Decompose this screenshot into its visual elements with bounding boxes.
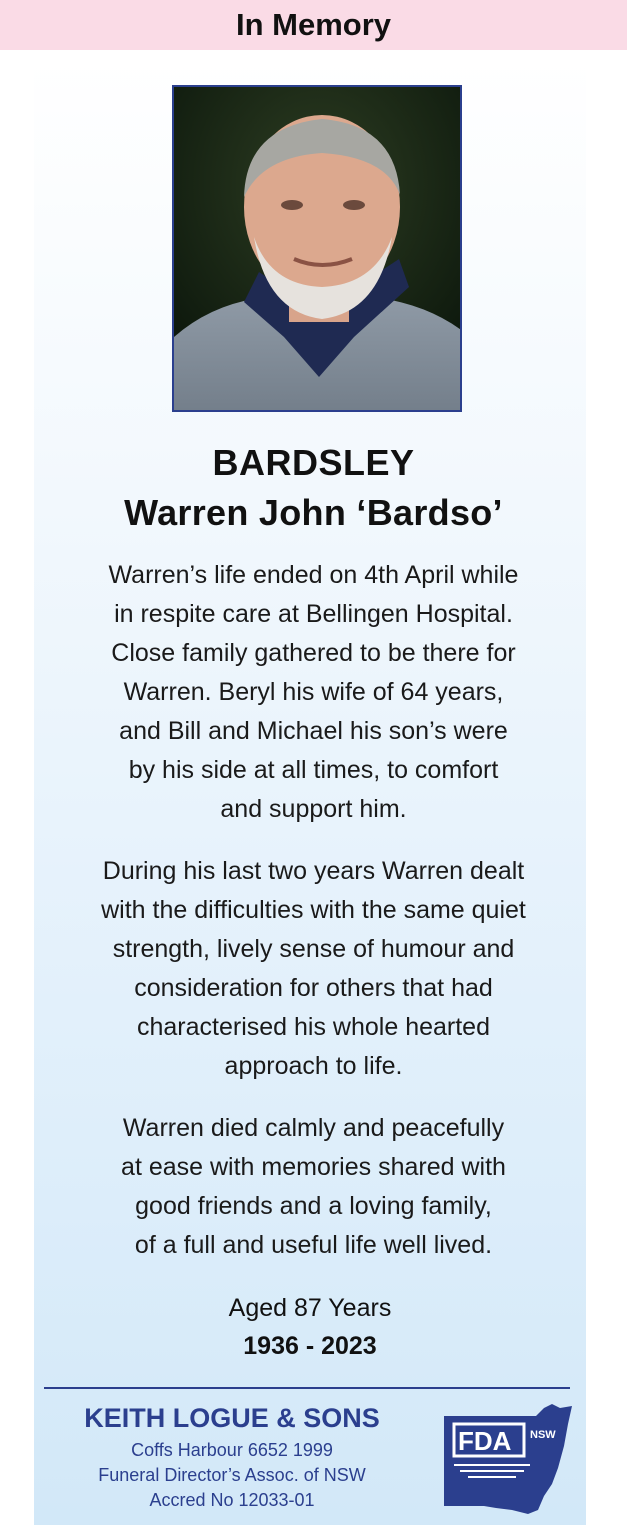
banner-title: In Memory xyxy=(235,7,392,42)
text-line: During his last two years Warren dealt xyxy=(102,857,525,885)
logo-letters: FDA xyxy=(458,1426,512,1456)
age-text: Aged 87 Years xyxy=(228,1294,392,1322)
text-line: approach to life. xyxy=(224,1052,403,1080)
firm-accreditation-line: Accred No 12033-01 xyxy=(149,1490,315,1510)
paragraph-2 xyxy=(40,852,587,1086)
paragraph-3 xyxy=(40,1109,587,1265)
text-line: characterised his whole hearted xyxy=(137,1013,490,1041)
in-memory-banner xyxy=(0,0,627,50)
firm-name: KEITH LOGUE & SONS xyxy=(84,1403,380,1433)
text-line: and support him. xyxy=(220,795,407,823)
life-years: 1936 - 2023 xyxy=(243,1332,377,1360)
text-line: with the difficulties with the same quiet xyxy=(101,896,526,924)
text-line: strength, lively sense of humour and xyxy=(112,935,515,963)
text-line: good friends and a loving family, xyxy=(135,1192,492,1220)
deceased-full-name: Warren John ‘Bardso’ xyxy=(124,492,503,533)
text-line: Warren died calmly and peacefully xyxy=(122,1114,505,1142)
text-line: Warren. Beryl his wife of 64 years, xyxy=(123,678,504,706)
text-line: in respite care at Bellingen Hospital. xyxy=(114,600,513,628)
text-line: of a full and useful life well lived. xyxy=(134,1231,493,1259)
fda-nsw-logo-icon xyxy=(440,1402,574,1516)
portrait-photo xyxy=(172,85,462,412)
firm-phone-line: Coffs Harbour 6652 1999 xyxy=(131,1440,333,1460)
portrait-image xyxy=(174,87,462,412)
logo-state: NSW xyxy=(530,1429,556,1441)
text-line: Warren’s life ended on 4th April while xyxy=(108,561,519,589)
firm-association-line: Funeral Director’s Assoc. of NSW xyxy=(98,1465,366,1485)
text-line: by his side at all times, to comfort xyxy=(128,756,499,784)
paragraph-1 xyxy=(40,556,587,829)
footer-divider xyxy=(44,1387,570,1389)
text-line: and Bill and Michael his son’s were xyxy=(119,717,508,745)
text-line: consideration for others that had xyxy=(134,974,493,1002)
text-line: at ease with memories shared with xyxy=(121,1153,506,1181)
text-line: Close family gathered to be there for xyxy=(111,639,516,667)
deceased-surname: BARDSLEY xyxy=(212,442,415,483)
